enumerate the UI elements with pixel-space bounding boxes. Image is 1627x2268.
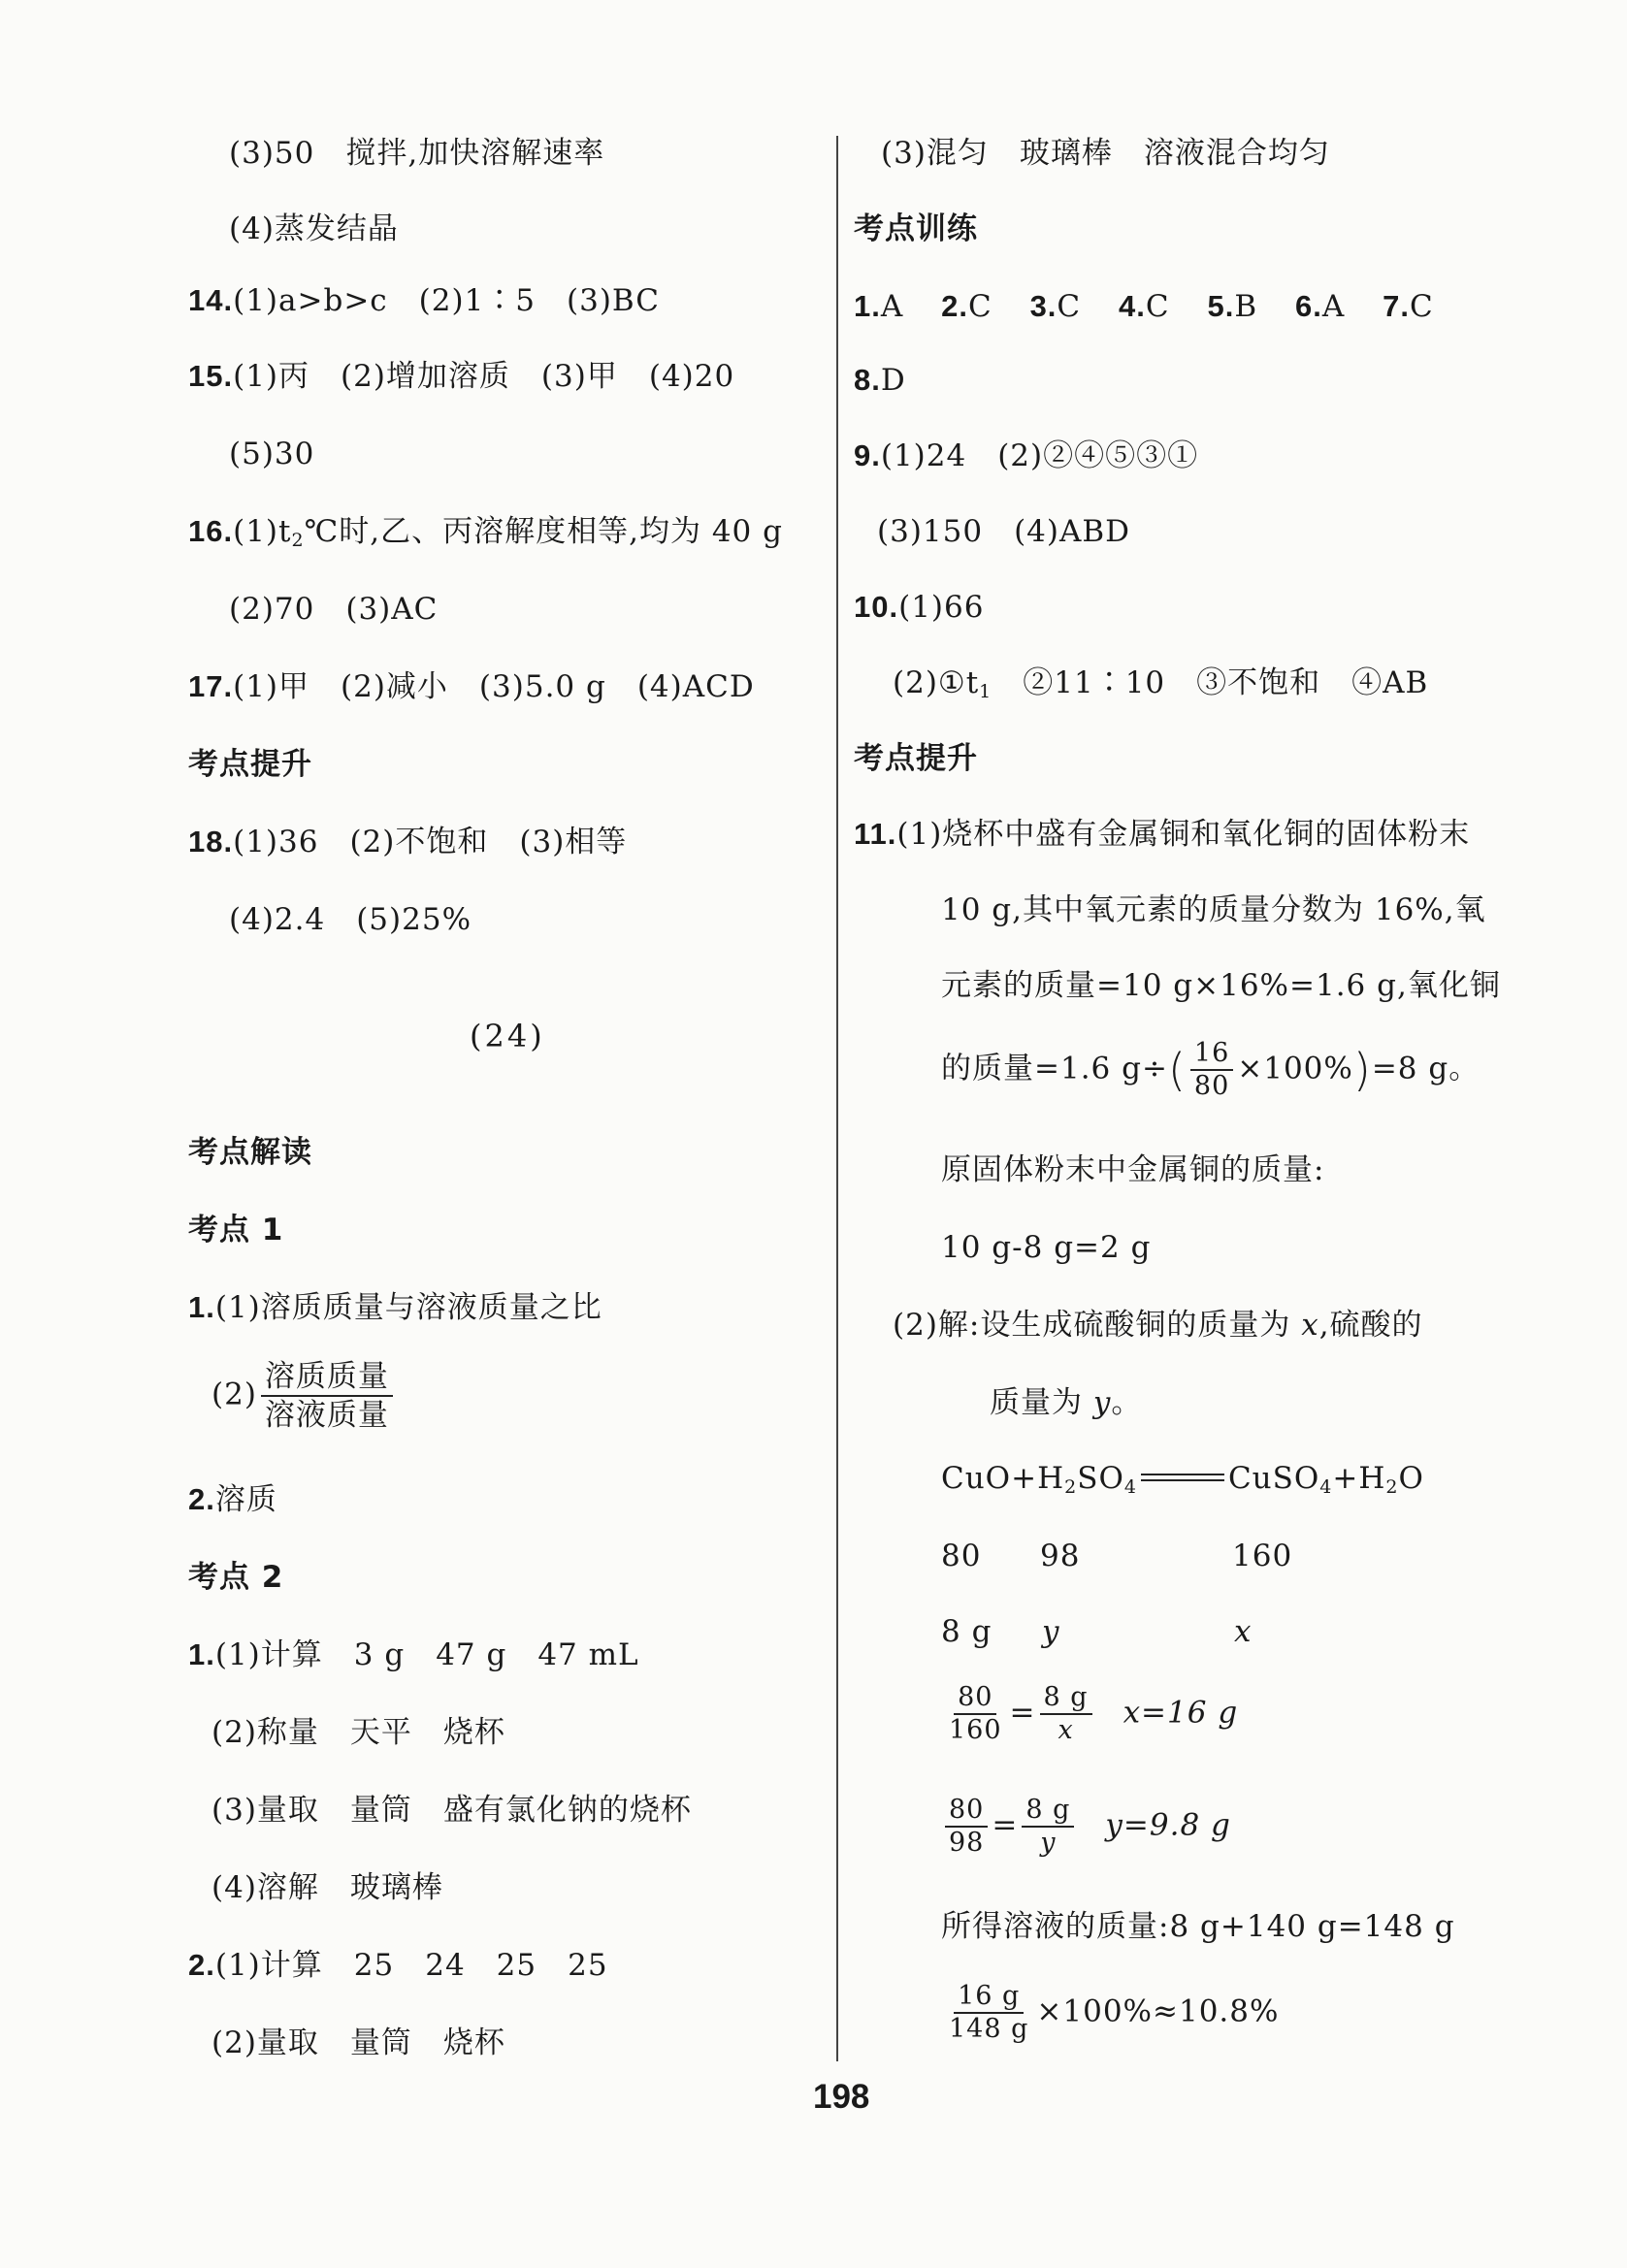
molar-mass-80: 80 (941, 1539, 982, 1573)
mass-fraction-result: $\frac{16 g}{148 g}$ ×100%≈10.8% (941, 1981, 1279, 2045)
line-q11-h: 质量为 y。 (990, 1385, 1143, 1420)
line-k2q1-c: (3)量取 量筒 盛有氯化钠的烧杯 (212, 1793, 692, 1828)
section-heading-xunlian: 考点训练 (854, 211, 978, 246)
line-q11-c: 元素的质量=10 g×16%=1.6 g,氧化铜 (941, 968, 1501, 1003)
line-r-mix: (3)混匀 玻璃棒 溶液混合均匀 (881, 136, 1330, 171)
question-number: 14. (188, 283, 234, 317)
mass-8g: 8 g (941, 1614, 992, 1649)
line-q11-f: 10 g-8 g=2 g (941, 1230, 1152, 1265)
line-q11-d: 的质量=1.6 g÷( $\frac{16}{80}$ ×100%)=8 g。 (941, 1038, 1481, 1101)
question-number: 17. (188, 669, 234, 703)
kaodian1-question-1-formula: (2) $\frac{\text{溶质质量}}{\text{溶液质量}}$ (212, 1358, 397, 1434)
ratio-y: $\frac{80}{98}$ = $\frac{8 g}{y}$ y=9.8 g (941, 1795, 1231, 1859)
question-11: 11.(1)烧杯中盛有金属铜和氧化铜的固体粉末 (854, 817, 1471, 852)
question-16: $16.(1)t_2℃$时,乙、丙溶解度相等,均为 40 g (188, 514, 783, 551)
question-number: 18. (188, 825, 234, 859)
question-10: 10.(1)66 (854, 590, 985, 625)
equals-sign (1141, 1474, 1224, 1475)
solution-mass: 所得溶液的质量:8 g+140 g=148 g (941, 1909, 1455, 1944)
line-q13-3: (3)50 搅拌,加快溶解速率 (229, 136, 605, 171)
line-q9-b: (3)150 (4)ABD (877, 514, 1131, 549)
fraction: $\frac{8 g}{y}$ (1022, 1795, 1074, 1859)
line-q16-b: (2)70 (3)AC (229, 592, 439, 627)
answer-text: (1)36 (2)不饱和 (3)相等 (233, 825, 628, 859)
question-number: 2. (188, 1948, 215, 1982)
line-q18-b: (4)2.4 (5)25% (229, 902, 472, 937)
fraction: $\frac{80}{98}$ (945, 1795, 988, 1859)
molar-mass-160: 160 (1232, 1539, 1293, 1573)
line-q15-b: (5)30 (229, 437, 315, 471)
answer-text: 溶质 (214, 1482, 277, 1517)
line-k2q2-b: (2)量取 量筒 烧杯 (212, 2025, 505, 2060)
question-number: 1. (188, 1637, 215, 1671)
section-heading-jiedu: 考点解读 (188, 1135, 312, 1170)
line-q11-b: 10 g,其中氧元素的质量分数为 16%,氧 (941, 892, 1486, 927)
question-number: 2. (188, 1482, 215, 1516)
fraction: $\frac{\text{溶质质量}}{\text{溶液质量}}$ (261, 1358, 393, 1434)
question-18 (188, 823, 627, 861)
answer-text: (1)计算 3 g 47 g 47 mL (214, 1637, 639, 1672)
chemical-equation: $CuO+H_2SO_4$ $CuSO_4+H_2O$ (941, 1461, 1424, 1498)
fraction: $\frac{16}{80}$ (1190, 1038, 1233, 1102)
line-q11-g: (2)解:设生成硫酸铜的质量为 x,硫酸的 (893, 1308, 1423, 1343)
fraction: $\frac{16 g}{148 g}$ (949, 1981, 1029, 2044)
answer-text: (1)甲 (2)减小 (3)5.0 g (4)ACD (233, 669, 755, 704)
line-q10-b: $(2)①t_1$ ②11∶10 ③不饱和 ④AB (893, 665, 1429, 702)
page-number: 198 (813, 2078, 870, 2116)
fraction: $\frac{80}{160}$ (949, 1682, 1002, 1745)
fraction: $\frac{8 g}{x}$ (1040, 1682, 1092, 1746)
line-q13-4: (4)蒸发结晶 (229, 211, 399, 246)
line-k2q1-d: (4)溶解 玻璃棒 (212, 1870, 443, 1905)
unit-title: (24) (470, 1018, 545, 1054)
answers-1-7: 1.A 2.C 3.C 4.C 5.B 6.A 7.C (854, 289, 1434, 324)
question-number: 15. (188, 359, 234, 393)
question-number: 16. (188, 514, 234, 548)
kaodian-2-heading: 考点 2 (188, 1560, 284, 1595)
question-8: 8.D (854, 363, 906, 398)
question-9: 9.(1)24 (2)②④⑤③① (854, 438, 1199, 473)
molar-mass-98: 98 (1040, 1539, 1081, 1573)
line-k2q1-b: (2)称量 天平 烧杯 (212, 1715, 505, 1750)
answer-text: (1)计算 25 24 25 25 (214, 1948, 608, 1983)
answer-text: (1)a>b>c (2)1∶5 (3)BC (233, 283, 661, 318)
section-heading-tisheng-right: 考点提升 (854, 741, 978, 776)
kaodian1-question-2 (188, 1480, 277, 1519)
kaodian-1-heading: 考点 1 (188, 1213, 284, 1247)
var-x: x (1234, 1614, 1253, 1649)
answer-text: (1)溶质质量与溶液质量之比 (214, 1290, 602, 1325)
question-17 (188, 667, 755, 706)
var-y: y (1042, 1614, 1060, 1649)
line-q11-e: 原固体粉末中金属铜的质量: (941, 1152, 1325, 1187)
question-number: 1. (188, 1290, 215, 1324)
question-15 (188, 357, 734, 396)
question-14 (188, 281, 660, 320)
kaodian2-question-1 (188, 1636, 639, 1674)
column-divider (836, 136, 838, 2061)
ratio-x: $\frac{80}{160}$ = $\frac{8 g}{x}$ x=16 g (941, 1682, 1238, 1746)
section-heading-tisheng: 考点提升 (188, 747, 312, 782)
answer-text: (1)丙 (2)增加溶质 (3)甲 (4)20 (233, 359, 735, 394)
kaodian2-question-2 (188, 1946, 608, 1985)
kaodian1-question-1 (188, 1288, 602, 1327)
